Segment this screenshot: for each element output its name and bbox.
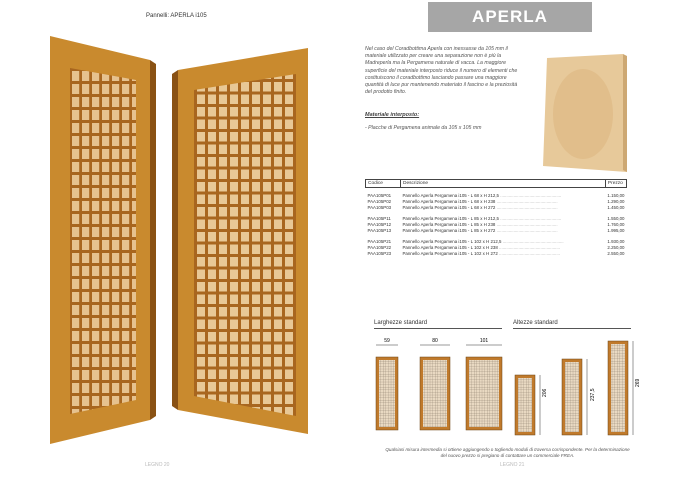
cell-code: PAA105P03 [367, 205, 392, 210]
col-header-price: Prezzo [605, 180, 626, 188]
cell-price: 2.250,00 [607, 245, 625, 250]
width-panel-59 [376, 338, 398, 430]
intro-text: Nel caso del Coradbottima Aperla con inessasse da 105 mm il materiale utilizzato per creare una separazione non è più la Madreperla ma la Pergamena naturale di vacca. La maggiore superficie del materiale interposto riduce il numero di elementi che costituiscono il coradbottimo lasciando passare una maggiore quantità di luce pur mantenendo materiato il fascino e la preziosità del prodotto finito. [365, 46, 518, 96]
table-row: PAA105P12 Pannello Aperla Pergamena i105 - L 85 x H 238 .................................................. 1.760,00 [367, 222, 625, 227]
cell-code: PAA105P13 [367, 228, 392, 233]
heights-rule [513, 328, 631, 329]
table-row: PAA105P21 Pannello Aperla Pergamena i105 - L 102 x H 212,5 .................................................. 1.930,00 [367, 239, 625, 244]
width-dim-59: 59 [384, 338, 390, 344]
cell-description: Pannello Aperla Pergamena i105 - L 68 x H 212,5 [402, 193, 499, 198]
widths-label: Larghezze standard [374, 320, 428, 326]
cell-price: 1.760,00 [607, 222, 625, 227]
panel-front-grid [70, 68, 136, 414]
door-panels-illustration [30, 30, 320, 440]
height-dim-237: 237,5 [590, 388, 596, 401]
cell-description: Pannello Aperla Pergamena i105 - L 102 x H 238 [402, 245, 498, 250]
cell-code: PAA105P12 [367, 222, 392, 227]
table-row: PAA105P01 Pannello Aperla Pergamena i105 - L 68 x H 212,5 .................................................. 1.150,00 [367, 193, 625, 198]
width-dim-101: 101 [479, 338, 489, 344]
table-row: PAA105P11 Pannello Aperla Pergamena i105 - L 85 x H 212,5 .................................................. 1.550,00 [367, 216, 625, 221]
height-panel-237 [562, 359, 596, 435]
width-panel-80 [420, 338, 450, 430]
col-header-code: Codice [366, 180, 401, 188]
cell-price: 1.450,00 [607, 205, 625, 210]
cell-description: Pannello Aperla Pergamena i105 - L 102 x H 272 [402, 251, 498, 256]
cell-description: Pannello Aperla Pergamena i105 - L 85 x H 238 [402, 222, 496, 227]
table-row: PAA105P13 Pannello Aperla Pergamena i105 - L 85 x H 272 .................................................. 1.995,00 [367, 228, 625, 233]
col-header-description: Descrizione [401, 180, 606, 188]
table-row: PAA105P22 Pannello Aperla Pergamena i105 - L 102 x H 238 .................................................. 2.250,00 [367, 245, 625, 250]
height-dim-206: 206 [542, 388, 548, 397]
cell-code: PAA105P11 [367, 216, 391, 221]
material-title: Materiale interposto: [365, 112, 420, 118]
cell-description: Pannello Aperla Pergamena i105 - L 85 x H 272 [402, 228, 496, 233]
width-dim-80: 80 [432, 338, 438, 344]
cell-description: Pannello Aperla Pergamena i105 - L 85 x H 212,5 [402, 216, 499, 221]
cell-code: PAA105P02 [367, 199, 392, 204]
height-dim-269: 269 [635, 378, 641, 387]
cell-code: PAA105P22 [367, 245, 392, 250]
cell-price: 2.550,00 [607, 251, 625, 256]
parchment-sample-image [543, 54, 627, 172]
width-panel-101 [466, 338, 502, 430]
cell-description: Pannello Aperla Pergamena i105 - L 68 x H 238 [402, 199, 496, 204]
cell-price: 1.290,00 [607, 199, 625, 204]
header-label: Pannelli: APERLA i105 [146, 13, 207, 19]
page-number-left: LEGNO 20 [145, 462, 170, 468]
price-table [365, 179, 627, 257]
standard-sizes-diagram [370, 335, 640, 440]
cell-description: Pannello Aperla Pergamena i105 - L 102 x H 212,5 [402, 239, 502, 244]
height-panel-206 [515, 375, 548, 435]
page-number-right: LEGNO 21 [500, 462, 525, 468]
cell-price: 1.930,00 [607, 239, 625, 244]
material-item: - Placche di Pergamena animale da 105 x 105 mm [365, 125, 482, 131]
cell-code: PAA105P23 [367, 251, 392, 256]
cell-description: Pannello Aperla Pergamena i105 - L 68 x H 272 [402, 205, 496, 210]
cell-code: PAA105P01 [367, 193, 392, 198]
panel-back-grid [194, 74, 296, 416]
height-panel-269 [608, 341, 641, 435]
cell-code: PAA105P21 [367, 239, 392, 244]
cell-price: 1.995,00 [607, 228, 625, 233]
table-row: PAA105P03 Pannello Aperla Pergamena i105 - L 68 x H 272 .................................................. 1.450,00 [367, 205, 625, 210]
table-row: PAA105P23 Pannello Aperla Pergamena i105 - L 102 x H 272 .................................................. 2.550,00 [367, 251, 625, 256]
cell-price: 1.150,00 [607, 193, 625, 198]
page-title: APERLA [428, 2, 592, 32]
cell-price: 1.550,00 [607, 216, 625, 221]
footnote: Qualsiasi misura intermedia si ottiene aggiungendo o togliendo moduli di traversa corrispondente. Per la determinazione del nuovo prezzo si pregiano di contattare un commerciale FREA. [385, 447, 630, 458]
heights-label: Altezze standard [513, 320, 558, 326]
table-row: PAA105P02 Pannello Aperla Pergamena i105 - L 68 x H 238 .................................................. 1.290,00 [367, 199, 625, 204]
widths-rule [374, 328, 502, 329]
